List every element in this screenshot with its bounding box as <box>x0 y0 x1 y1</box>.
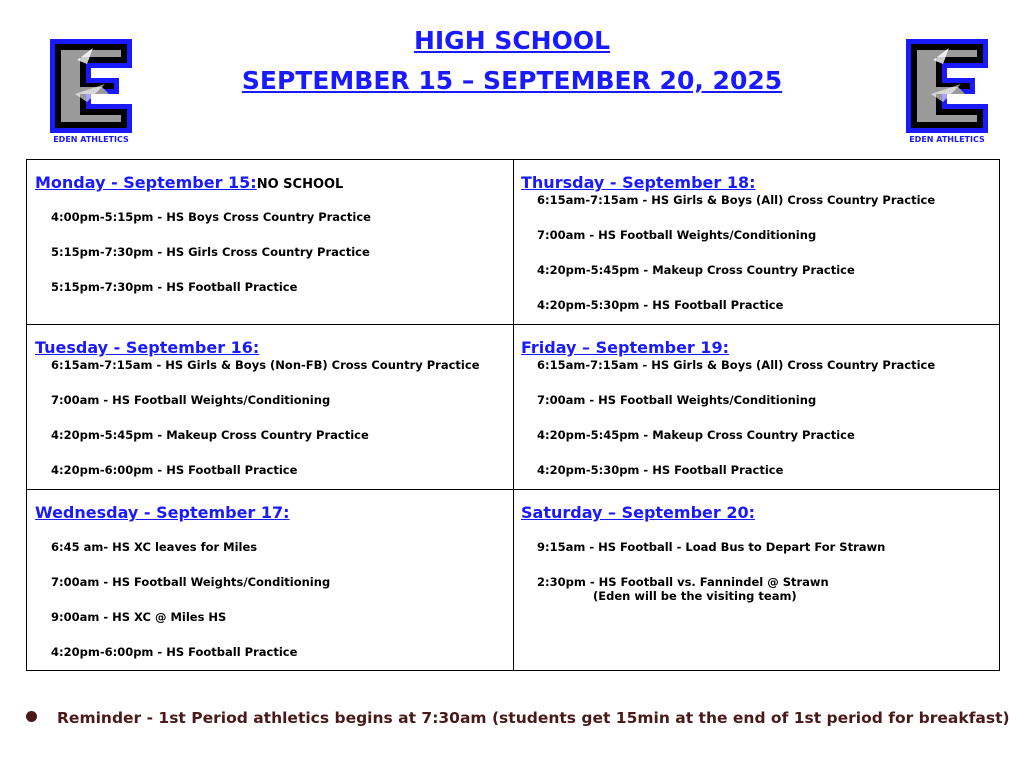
event-item: 7:00am - HS Football Weights/Conditioning <box>51 575 331 589</box>
day-cell-monday <box>35 173 371 294</box>
event-item: 5:15pm-7:30pm - HS Football Practice <box>51 280 298 294</box>
eden-athletics-logo <box>903 36 991 146</box>
page-title: HIGH SCHOOL <box>413 26 611 55</box>
day-label: Friday – September 19: <box>521 338 730 357</box>
event-item: 4:20pm-6:00pm - HS Football Practice <box>51 463 298 477</box>
day-heading <box>521 503 885 522</box>
event-item: 4:20pm-5:45pm - Makeup Cross Country Practice <box>51 428 369 442</box>
event-note: (Eden will be the visiting team) <box>593 589 797 603</box>
day-cell-thursday <box>521 173 935 312</box>
day-label: Wednesday - September 17: <box>35 503 290 522</box>
day-cell-friday <box>521 338 935 477</box>
event-text: 2:30pm - HS Football vs. Fannindel @ Strawn <box>537 575 829 589</box>
day-cell-tuesday <box>35 338 480 477</box>
event-item: 5:15pm-7:30pm - HS Girls Cross Country Practice <box>51 245 370 259</box>
event-item: 4:00pm-5:15pm - HS Boys Cross Country Practice <box>51 210 371 224</box>
event-item: 6:15am-7:15am - HS Girls & Boys (All) Cross Country Practice <box>537 358 936 372</box>
reminder-note <box>26 709 1016 727</box>
column-divider <box>513 160 514 670</box>
eden-e-logo-icon <box>903 36 991 136</box>
event-item: 9:00am - HS XC @ Miles HS <box>51 610 227 624</box>
eden-athletics-logo <box>47 36 135 146</box>
event-item: 6:45 am- HS XC leaves for Miles <box>51 540 258 554</box>
event-item: 7:00am - HS Football Weights/Conditioning <box>537 228 817 242</box>
event-item: 6:15am-7:15am - HS Girls & Boys (All) Cross Country Practice <box>537 193 936 207</box>
event-item: 6:15am-7:15am - HS Girls & Boys (Non-FB) Cross Country Practice <box>51 358 480 372</box>
no-school-note: NO SCHOOL <box>256 177 344 192</box>
day-label: Monday - September 15: <box>35 173 257 192</box>
day-label: Saturday – September 20: <box>521 503 756 522</box>
eden-e-logo-icon <box>47 36 135 136</box>
event-item <box>537 575 885 603</box>
row-divider <box>27 489 999 490</box>
day-heading <box>521 173 935 192</box>
day-cell-saturday <box>521 503 885 603</box>
event-item: 9:15am - HS Football - Load Bus to Depart For Strawn <box>537 540 886 554</box>
event-item: 4:20pm-5:45pm - Makeup Cross Country Practice <box>537 428 855 442</box>
event-item: 4:20pm-5:45pm - Makeup Cross Country Practice <box>537 263 855 277</box>
day-label: Thursday - September 18: <box>521 173 756 192</box>
reminder-text: Reminder - 1st Period athletics begins at 7:30am (students get 15min at the end of 1st period for breakfast) <box>57 709 1010 727</box>
event-item: 4:20pm-6:00pm - HS Football Practice <box>51 645 298 659</box>
row-divider <box>27 324 999 325</box>
event-item: 4:20pm-5:30pm - HS Football Practice <box>537 463 784 477</box>
day-heading <box>35 173 371 192</box>
event-item: 7:00am - HS Football Weights/Conditioning <box>537 393 817 407</box>
day-label: Tuesday - September 16: <box>35 338 260 357</box>
day-cell-wednesday <box>35 503 330 659</box>
date-range-title: SEPTEMBER 15 – SEPTEMBER 20, 2025 <box>241 66 783 95</box>
day-heading <box>35 503 330 522</box>
logo-caption: EDEN ATHLETICS <box>53 135 129 144</box>
day-heading <box>521 338 935 357</box>
bullet-icon <box>26 711 37 722</box>
event-item: 4:20pm-5:30pm - HS Football Practice <box>537 298 784 312</box>
schedule-table <box>26 159 1000 671</box>
day-heading <box>35 338 480 357</box>
logo-caption: EDEN ATHLETICS <box>909 135 985 144</box>
event-item: 7:00am - HS Football Weights/Conditioning <box>51 393 331 407</box>
